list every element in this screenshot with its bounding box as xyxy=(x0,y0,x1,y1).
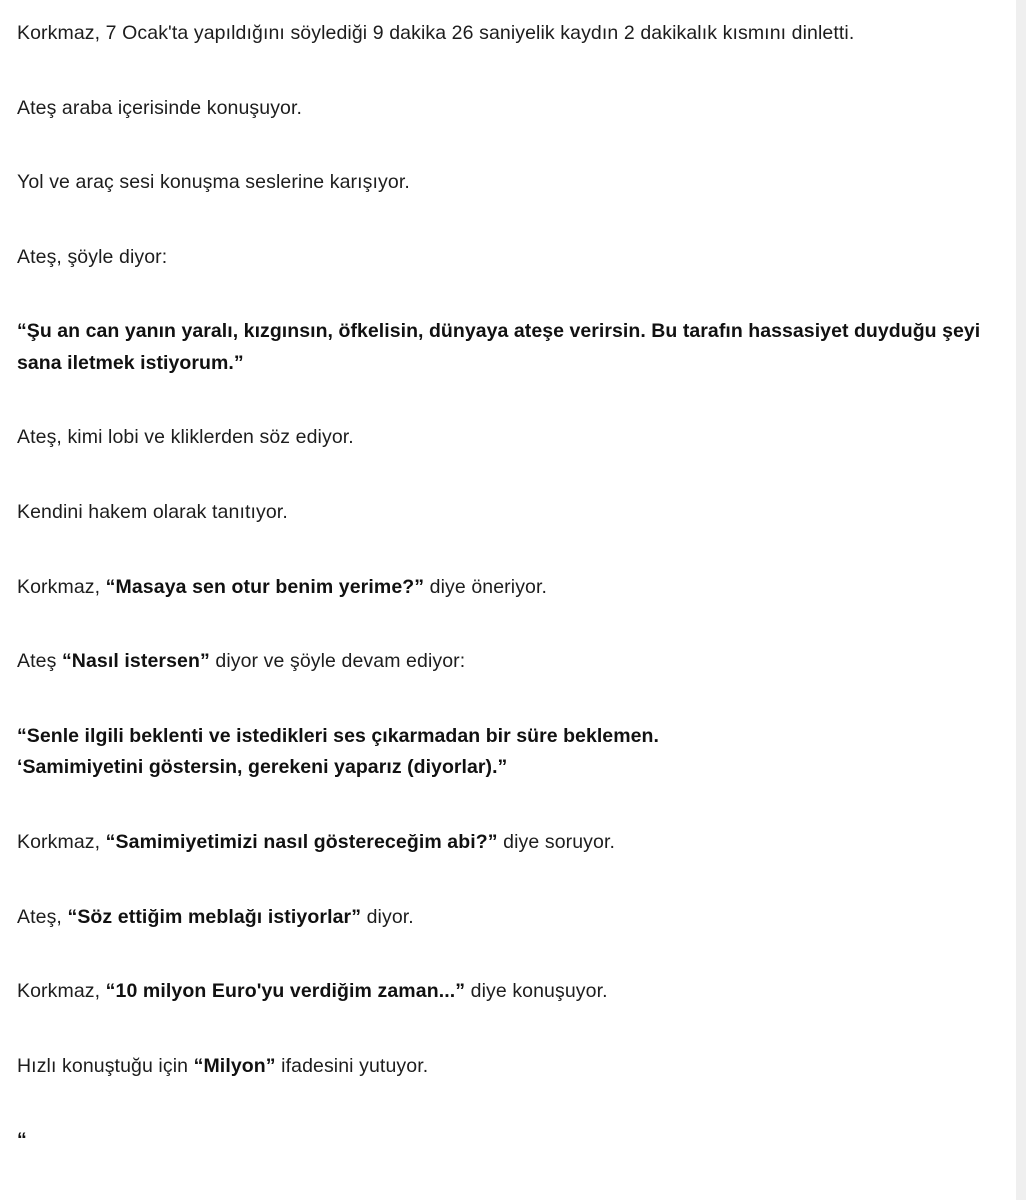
paragraph-7-quote: “Masaya sen otur benim yerime?” xyxy=(105,575,425,598)
paragraph-8-lead: Ateş xyxy=(17,650,62,673)
paragraph-8-tail: diyor ve şöyle devam ediyor: xyxy=(209,650,466,673)
paragraph-9 xyxy=(17,827,984,902)
paragraph-7 xyxy=(17,572,984,647)
paragraph-12-lead: Hızlı konuştuğu için xyxy=(17,1054,194,1077)
paragraph-10-quote: “Söz ettiğim meblağı istiyorlar” xyxy=(67,905,362,928)
paragraph-8 xyxy=(17,646,984,721)
paragraph-9-quote: “Samimiyetimizi nasıl göstereceğim abi?” xyxy=(105,830,498,853)
bold-quote-2 xyxy=(17,721,984,827)
paragraph-9-lead: Korkmaz, xyxy=(17,830,106,853)
paragraph-11-tail: diye konuşuyor. xyxy=(465,980,608,1003)
paragraph-2: Ateş araba içerisinde konuşuyor. xyxy=(17,96,303,119)
paragraph-8-quote: “Nasıl istersen” xyxy=(61,650,210,673)
paragraph-10 xyxy=(17,902,984,977)
bold-quote-1: “Şu an can yanın yaralı, kızgınsın, öfkelisin, dünyaya ateşe verirsin. Bu tarafın hassasiyet duyduğu şeyi sana iletmek istiyorum.” xyxy=(17,320,981,374)
paragraph-6: Kendini hakem olarak tanıtıyor. xyxy=(17,501,288,524)
paragraph-10-tail: diyor. xyxy=(361,905,414,928)
paragraph-7-tail: diye öneriyor. xyxy=(424,575,548,598)
paragraph-4: Ateş, şöyle diyor: xyxy=(17,245,168,268)
paragraph-12-quote: “Milyon” xyxy=(193,1054,276,1077)
paragraph-7-lead: Korkmaz, xyxy=(17,575,106,598)
paragraph-9-tail: diye soruyor. xyxy=(497,830,616,853)
bold-quote-2-line-2: ‘Samimiyetini göstersin, gerekeni yaparız (diyorlar).” xyxy=(17,756,508,779)
paragraph-5: Ateş, kimi lobi ve kliklerden söz ediyor. xyxy=(17,426,354,449)
paragraph-11-lead: Korkmaz, xyxy=(17,980,106,1003)
bold-quote-3-clipped: “ xyxy=(17,1129,27,1152)
paragraph-3: Yol ve araç sesi konuşma seslerine karışıyor. xyxy=(17,171,410,194)
paragraph-12 xyxy=(17,1051,984,1126)
paragraph-11-quote: “10 milyon Euro'yu verdiğim zaman...” xyxy=(105,980,466,1003)
bold-quote-2-line-1: “Senle ilgili beklenti ve istedikleri ses çıkarmadan bir süre beklemen. xyxy=(17,724,659,747)
paragraph-12-tail: ifadesini yutuyor. xyxy=(275,1054,429,1077)
paragraph-11 xyxy=(17,976,984,1051)
paragraph-1: Korkmaz, 7 Ocak'ta yapıldığını söylediği 9 dakika 26 saniyelik kaydın 2 dakikalık kısmını dinletti. xyxy=(17,22,855,44)
right-edge-divider xyxy=(1016,0,1026,1200)
paragraph-10-lead: Ateş, xyxy=(17,905,68,928)
